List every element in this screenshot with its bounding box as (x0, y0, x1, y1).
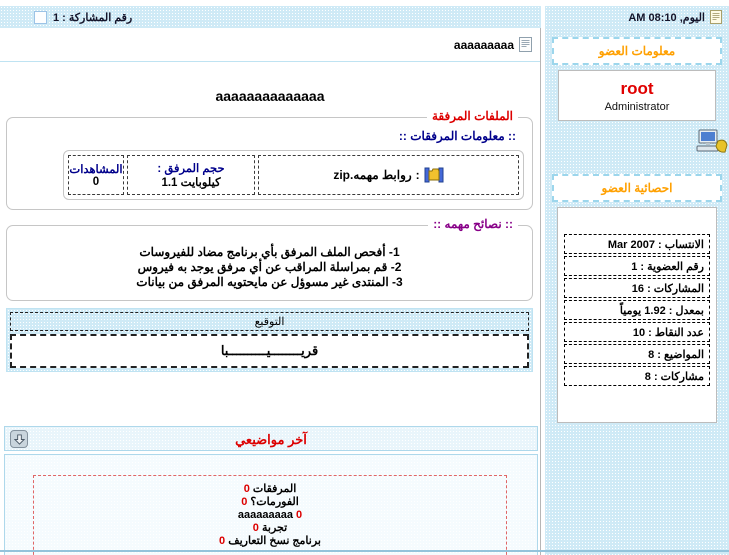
stat-row-threads: المواضيع : 8 (564, 344, 710, 364)
post-title: aaaaaaaaaaaaaa (215, 88, 325, 104)
last-topics-section (4, 426, 538, 555)
topic-row (34, 496, 506, 509)
signature-text: قريــــــــيــــــــــبا (10, 334, 529, 368)
post-number-label: رقم المشاركة : 1 (53, 11, 133, 24)
stat-row-points: عدد النقاط : 10 (564, 322, 710, 342)
stat-row-replies: مشاركات : 8 (564, 366, 710, 386)
tip-line-2: 2- قم بمراسلة المراقب عن أي مرفق يوجد به فيروس (137, 260, 402, 274)
post-icon (519, 37, 532, 52)
attachment-file-cell (258, 155, 519, 195)
attachment-views-label: المشاهدات (69, 164, 123, 176)
post-main-column (0, 28, 541, 555)
post-date-cell (545, 6, 729, 28)
username-link[interactable]: root (620, 79, 654, 98)
topic-link[interactable]: المرفقات (252, 483, 297, 495)
stat-row-member-id: رقم العضوية : 1 (564, 256, 710, 276)
zip-file-icon (424, 167, 444, 183)
post-status-icon (710, 10, 722, 24)
last-topics-header (4, 426, 538, 451)
user-box (558, 70, 716, 121)
post-number-cell (0, 6, 541, 28)
attachment-file-link[interactable]: روابط مهمه.zip (333, 168, 412, 182)
member-stats-box (557, 207, 717, 423)
topic-link[interactable]: الفورمات؟ (250, 496, 299, 508)
attachment-separator: : (415, 168, 420, 182)
topic-reply-count: 0 (252, 522, 259, 534)
last-topics-box (4, 454, 538, 555)
tip-line-1: 1- أفحص الملف المرفق بأي برنامج مضاد للفيروسات (139, 245, 400, 259)
attachment-size-cell (127, 155, 255, 195)
topic-link[interactable]: برنامج نسخ التعاريف (228, 535, 321, 547)
member-info-header: معلومات العضو (552, 37, 722, 65)
topic-reply-count: 0 (243, 483, 250, 495)
post-select-checkbox[interactable] (34, 11, 47, 24)
member-stats-header: احصائية العضو (552, 174, 722, 202)
attachments-info-header: :: معلومات المرفقات :: (398, 129, 516, 143)
attachment-size-label: حجم المرفق : (157, 163, 225, 175)
attachment-views-cell (68, 155, 124, 195)
post-subject-row (0, 28, 540, 62)
table-bottom-border (0, 550, 729, 552)
topic-row (34, 535, 506, 548)
topic-reply-count: 0 (241, 496, 248, 508)
topic-reply-count: 0 (219, 535, 226, 547)
attachments-legend: الملفات المرفقة (427, 109, 518, 123)
topic-reply-count: 0 (296, 509, 303, 521)
topic-row (34, 509, 506, 522)
user-title: Administrator (604, 101, 670, 113)
attachment-size-value: كيلوبايت 1.1 (161, 177, 221, 189)
post-header-bar (0, 6, 729, 28)
last-topics-list (33, 475, 507, 555)
stat-row-posts: المشاركات : 16 (564, 278, 710, 298)
tips-fieldset (6, 217, 533, 301)
post-subject-link[interactable]: aaaaaaaaa (453, 37, 514, 52)
topic-link[interactable]: aaaaaaaaa (237, 509, 293, 521)
signature-label: التوقيع (10, 312, 529, 331)
topic-row (34, 483, 506, 496)
attachment-views-value: 0 (92, 176, 100, 188)
tip-line-3: 3- المنتدى غير مسوؤل عن مايحتويه المرفق من بيانات (136, 275, 403, 289)
topic-row (34, 522, 506, 535)
postbit-body (0, 28, 729, 555)
online-status-icon[interactable] (695, 129, 729, 155)
user-sidebar (545, 28, 729, 555)
stat-row-posts-per-day: بمعدل : 1.92 يومياً (564, 300, 710, 320)
signature-block (6, 308, 533, 372)
last-topics-title: آخر مواضيعي (235, 432, 307, 447)
attachments-fieldset (6, 109, 533, 210)
attachments-table (63, 150, 524, 200)
post-date: اليوم, AM 08:10 (628, 11, 705, 24)
stat-row-join-date: الانتساب : Mar 2007 (564, 234, 710, 254)
tips-legend: :: نصائح مهمه :: (428, 217, 518, 231)
topic-link[interactable]: تجربة (261, 522, 288, 534)
